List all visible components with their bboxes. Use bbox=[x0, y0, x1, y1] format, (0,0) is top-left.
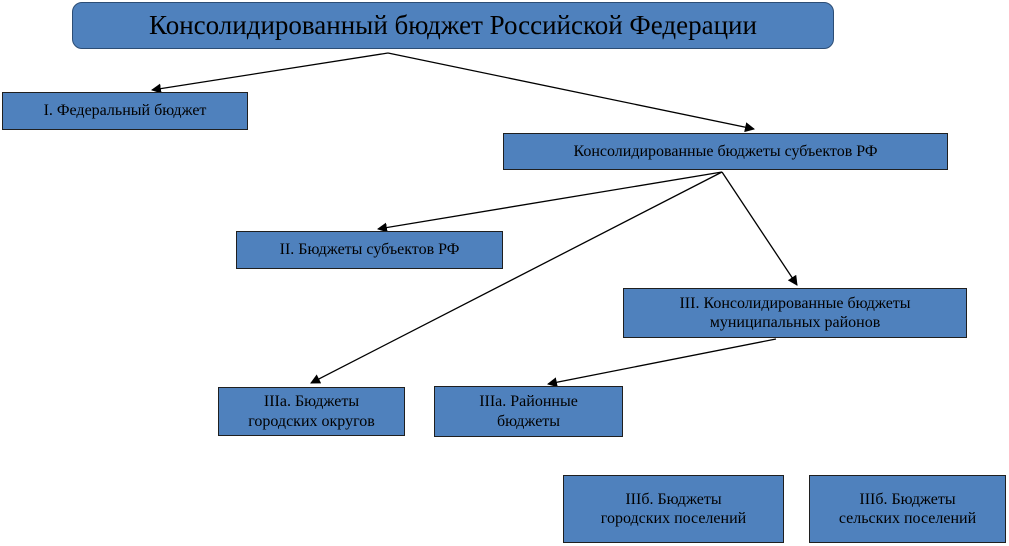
node-label: Консолидированные бюджеты субъектов РФ bbox=[573, 142, 878, 160]
arrow-root-to-federal bbox=[152, 53, 388, 90]
node-rural-settlement-budgets bbox=[809, 475, 1006, 543]
arrow-consolidated-to-city-districts bbox=[311, 172, 722, 383]
node-federal-budget bbox=[2, 92, 248, 130]
arrow-consolidated-to-municipal bbox=[722, 172, 797, 285]
node-municipal-consolidated bbox=[623, 288, 967, 338]
node-consolidated-subjects bbox=[503, 133, 948, 170]
node-consolidated-budget-rf bbox=[72, 2, 834, 49]
node-urban-settlement-budgets bbox=[563, 475, 784, 543]
node-district-budgets bbox=[434, 386, 623, 437]
node-label: IIIа. Районные бюджеты bbox=[479, 393, 578, 430]
node-label: IIIб. Бюджеты сельских поселений bbox=[838, 490, 977, 527]
node-label: Консолидированный бюджет Российской Федерации bbox=[149, 10, 757, 41]
node-city-district-budgets bbox=[218, 387, 405, 436]
node-label: I. Федеральный бюджет bbox=[43, 102, 207, 120]
node-subject-budgets bbox=[236, 231, 503, 269]
node-label: IIIа. Бюджеты городских округов bbox=[248, 393, 375, 430]
arrow-root-to-consolidated-subjects bbox=[388, 53, 754, 129]
node-label: II. Бюджеты субъектов РФ bbox=[279, 241, 460, 259]
node-label: III. Консолидированные бюджеты муниципальных районов bbox=[679, 294, 911, 331]
arrow-consolidated-to-subjects bbox=[378, 172, 722, 229]
arrow-municipal-to-district bbox=[548, 339, 776, 384]
node-label: IIIб. Бюджеты городских поселений bbox=[600, 490, 747, 527]
